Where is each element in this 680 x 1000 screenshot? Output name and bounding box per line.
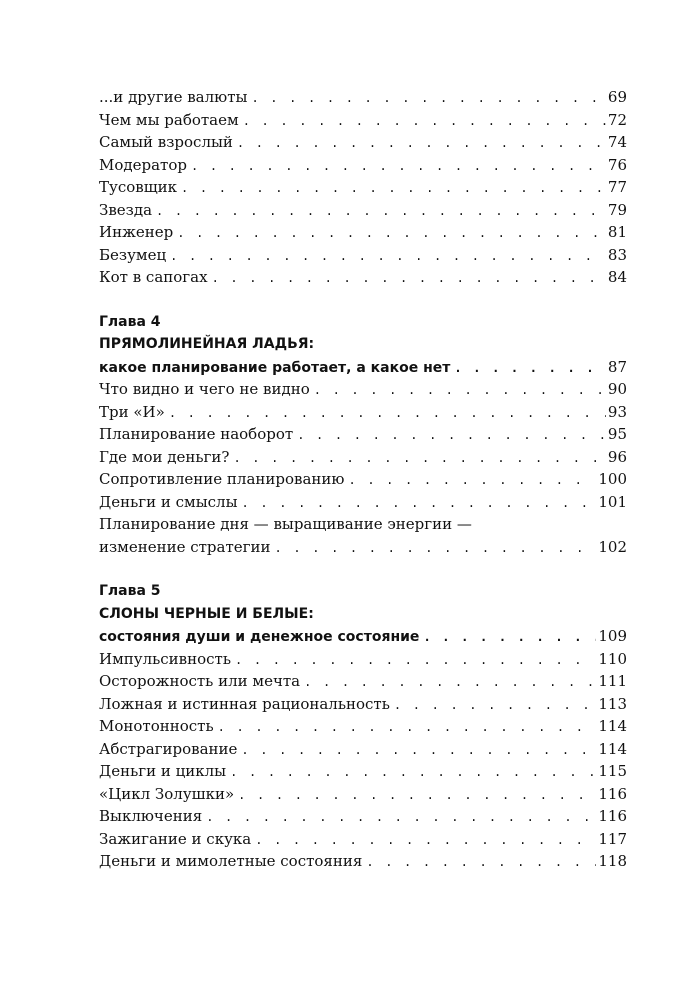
toc-entry-page: 83 [607, 245, 627, 264]
dot-leader [275, 537, 597, 560]
dot-leader [394, 694, 596, 717]
toc-entry-page: 102 [598, 537, 627, 556]
dot-leader [251, 87, 605, 110]
toc-entry-page: 101 [598, 492, 627, 511]
toc-entry-title-line2: изменение стратегии [99, 537, 271, 556]
toc-entry-title: Самый взрослый [99, 133, 233, 151]
toc-entry[interactable] [99, 154, 627, 177]
toc-entry-page: 95 [607, 425, 627, 443]
toc-entry-title: Модератор [99, 155, 187, 174]
toc-entry-title: Где мои деньги? [99, 447, 230, 466]
toc-entry-title: Зажигание и скука [99, 829, 252, 848]
chapter-heading: СЛОНЫ ЧЕРНЫЕ И БЕЛЫЕ: [99, 605, 314, 622]
dot-leader [454, 357, 606, 380]
toc-entry-page: 113 [598, 694, 627, 713]
toc-entry-title: Сопротивление планированию [99, 470, 345, 488]
dot-leader [366, 851, 596, 874]
toc-entry[interactable] [99, 199, 627, 222]
dot-leader [212, 267, 606, 290]
toc-entry[interactable] [99, 446, 627, 469]
chapter-label: Глава 4 [99, 313, 161, 330]
dot-leader [156, 200, 606, 223]
toc-entry-page: 72 [607, 110, 627, 129]
toc-entry-title: Тусовщик [99, 178, 178, 196]
toc-entry[interactable] [99, 176, 627, 199]
toc-entry-page: 76 [607, 155, 627, 174]
toc-entry-page: 114 [598, 739, 627, 758]
dot-leader [206, 806, 596, 829]
chapter-subtitle-entry[interactable] [99, 356, 627, 379]
toc-entry[interactable] [99, 513, 627, 558]
toc-entry-title: Что видно и чего не видно [99, 380, 310, 398]
chapter-subtitle: состояния души и денежное состояние [99, 629, 420, 645]
toc-entry[interactable] [99, 131, 627, 154]
toc-entry-title: ...и другие валюты [99, 88, 248, 106]
toc-entry-page: 114 [598, 717, 627, 735]
toc-entry[interactable] [99, 401, 627, 424]
toc-entry[interactable] [99, 850, 627, 873]
dot-leader [423, 626, 596, 649]
dot-leader [181, 177, 606, 200]
toc-entry-title: Звезда [99, 200, 153, 219]
toc-entry-title: Выключения [99, 807, 203, 825]
toc-entry-title: Деньги и мимолетные состояния [99, 852, 363, 870]
chapter-label: Глава 5 [99, 583, 161, 599]
toc-entry[interactable] [99, 491, 627, 514]
toc-entry[interactable] [99, 648, 627, 671]
toc-entry-page: 116 [598, 807, 627, 825]
toc-entry[interactable] [99, 468, 627, 491]
toc-entry-title: «Цикл Золушки» [99, 784, 235, 803]
toc-entry-title: Кот в сапогах [99, 268, 208, 286]
toc-entry-page: 74 [607, 133, 627, 151]
dot-leader [241, 739, 596, 762]
toc-entry-title: Чем мы работаем [99, 110, 239, 129]
table-of-contents [99, 86, 627, 873]
toc-entry[interactable] [99, 828, 627, 851]
chapter-subtitle-entry[interactable] [99, 625, 627, 648]
toc-entry[interactable] [99, 738, 627, 761]
toc-entry[interactable] [99, 244, 627, 267]
toc-entry[interactable] [99, 86, 627, 109]
toc-entry-page: 87 [607, 357, 627, 376]
dot-leader [218, 716, 597, 739]
toc-entry-page: 115 [598, 762, 627, 780]
toc-entry-page: 93 [607, 402, 627, 421]
dot-leader [255, 829, 596, 852]
toc-entry-title: Три «И» [99, 402, 165, 421]
toc-entry[interactable] [99, 221, 627, 244]
toc-entry-title: Импульсивность [99, 649, 232, 668]
toc-entry-page: 69 [607, 88, 627, 106]
dot-leader [243, 110, 606, 133]
dot-leader [348, 469, 596, 492]
toc-entry-title: Осторожность или мечта [99, 672, 301, 690]
toc-entry-page: 81 [607, 223, 627, 241]
toc-entry-title: Абстрагирование [99, 739, 238, 758]
toc-entry-title: Планирование наоборот [99, 425, 294, 443]
toc-entry-page: 109 [598, 627, 627, 645]
toc-entry-page: 90 [607, 380, 627, 398]
toc-entry-title: Ложная и истинная рациональность [99, 694, 390, 713]
dot-leader [235, 649, 596, 672]
dot-leader [191, 155, 606, 178]
toc-entry-page: 77 [607, 178, 627, 196]
dot-leader [297, 424, 606, 447]
toc-entry-title: Монотонность [99, 717, 214, 735]
toc-entry-page: 111 [598, 672, 627, 690]
toc-entry[interactable] [99, 693, 627, 716]
toc-entry-title-line1: Планирование дня — выращивание энергии — [99, 515, 472, 533]
chapter-heading: ПРЯМОЛИНЕЙНАЯ ЛАДЬЯ: [99, 336, 315, 352]
dot-leader [237, 132, 606, 155]
toc-entry[interactable] [99, 378, 627, 401]
toc-entry-page: 96 [607, 447, 627, 466]
toc-entry[interactable] [99, 715, 627, 738]
toc-entry[interactable] [99, 266, 627, 289]
dot-leader [314, 379, 606, 402]
toc-entry-title: Инженер [99, 223, 174, 241]
toc-entry-page: 110 [598, 649, 627, 668]
toc-chapter-5 [99, 580, 627, 873]
toc-entry-page: 79 [607, 200, 627, 219]
toc-entry-page: 117 [598, 829, 627, 848]
toc-chapter-4 [99, 311, 627, 559]
toc-entry-title: Деньги и циклы [99, 762, 227, 780]
toc-entry[interactable] [99, 109, 627, 132]
toc-entry[interactable] [99, 423, 627, 446]
dot-leader [169, 402, 606, 425]
toc-entry[interactable] [99, 783, 627, 806]
dot-leader [230, 761, 596, 784]
dot-leader [238, 784, 596, 807]
toc-entry-page: 118 [598, 852, 627, 870]
toc-entry-page: 116 [598, 784, 627, 803]
toc-entry[interactable] [99, 760, 627, 783]
toc-entry-page: 84 [607, 268, 627, 286]
dot-leader [242, 492, 597, 515]
toc-entry[interactable] [99, 805, 627, 828]
toc-entry[interactable] [99, 670, 627, 693]
toc-entry-title: Деньги и смыслы [99, 492, 238, 511]
toc-entry-page: 100 [598, 470, 627, 488]
toc-block-chapter3-continued [99, 86, 627, 289]
dot-leader [177, 222, 606, 245]
dot-leader [233, 447, 605, 470]
dot-leader [304, 671, 596, 694]
dot-leader [170, 245, 606, 268]
toc-entry-title: Безумец [99, 245, 167, 264]
chapter-subtitle: какое планирование работает, а какое нет [99, 359, 451, 376]
